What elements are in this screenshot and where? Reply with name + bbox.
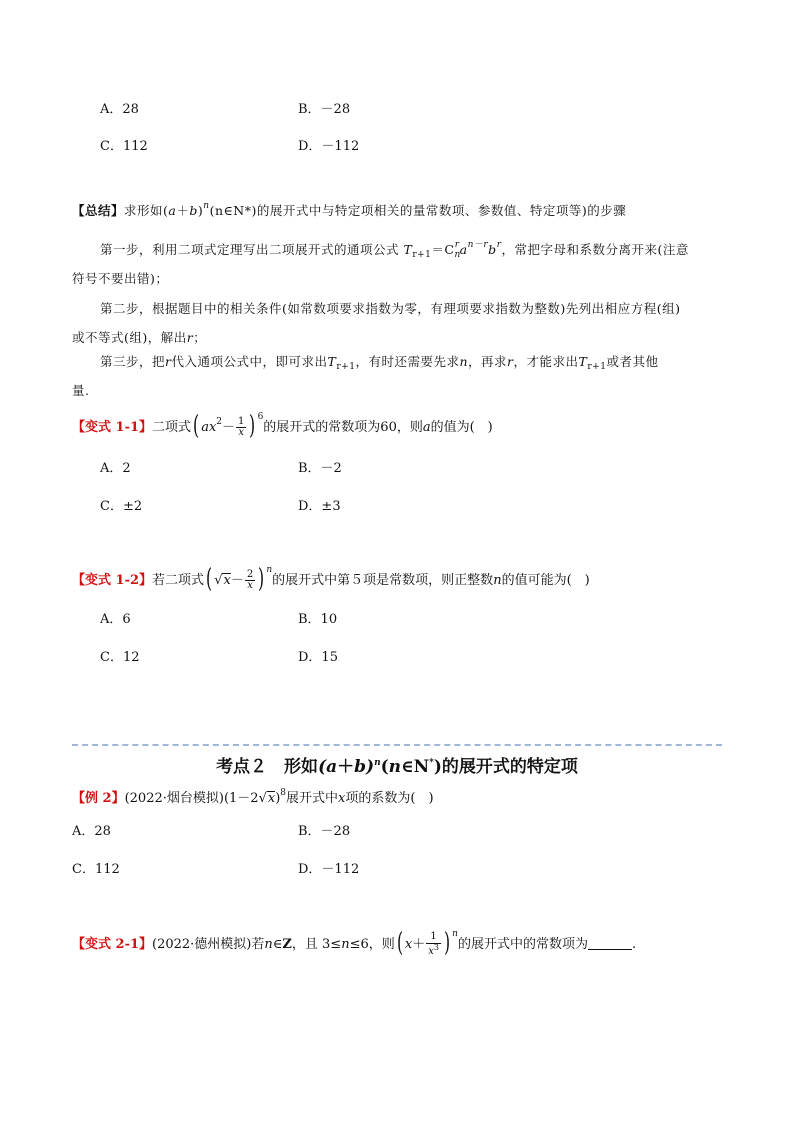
question-v1-1: 【变式 1-1】二项式( $ax^2-$ $\frac{1}{x}$ ) $^6$的展开式的常数项为60，则a的值为( ) [72, 410, 493, 441]
option-a: A．2 [100, 461, 131, 476]
summary-step1-cont: 符号不要出错)； [72, 271, 169, 286]
option-a: A．6 [100, 612, 131, 627]
summary-tag: 【总结】 [72, 203, 125, 218]
question-tag: 【变式 2-1】 [72, 937, 153, 952]
question-v1-2: 【变式 1-2】若二项式( √x－ $\frac{2}{x}$ ) $^n$的展开式中第５项是常数项，则正整数n的值可能为( ) [72, 563, 590, 594]
option-b: B．－28 [298, 102, 351, 117]
option-b: B．10 [298, 612, 338, 627]
option-d: D．－112 [298, 862, 360, 877]
answer-blank[interactable] [588, 936, 632, 950]
option-b: B．－2 [298, 461, 342, 476]
section-title: 考点２ 形如$(a+b)^n(n\in N^*)$的展开式的特定项 [216, 757, 578, 777]
summary-step3: 第三步，把r代入通项公式中，即可求出$T_{r+1}$，有时还需要先求n，再求r，才能求出$T_{r+1}$或者其他 [100, 354, 659, 372]
question-ex2: 【例 2】(2022·烟台模拟)$(1-2√x)^8$展开式中x项的系数为( ) [72, 788, 434, 806]
option-d: D．15 [298, 650, 338, 665]
summary-step2-cont: 或不等式(组)，解出r； [72, 330, 207, 345]
option-c: C．±2 [100, 499, 143, 514]
summary-step2: 第二步，根据题目中的相关条件(如常数项要求指数为零，有理项要求指数为整数)先列出相应方程(组) [100, 301, 681, 316]
option-c: C．112 [100, 139, 148, 154]
option-d: D．±3 [298, 499, 341, 514]
summary-step3-cont: 量. [72, 383, 90, 398]
option-b: B．－28 [298, 824, 351, 839]
question-tag: 【例 2】 [72, 791, 125, 806]
option-c: C．12 [100, 650, 140, 665]
option-a: A．28 [100, 102, 139, 117]
question-v2-1: 【变式 2-1】(2022·德州模拟)若n∈Z，且 3≤n≤6，则( x＋ $\frac{1}{x^3}$ ) $^n$的展开式中的常数项为 . [72, 927, 637, 958]
question-tag: 【变式 1-1】 [72, 420, 153, 435]
option-a: A．28 [72, 824, 111, 839]
option-d: D．－112 [298, 139, 360, 154]
summary-step1: 第一步，利用二项式定理写出二项展开式的通项公式 $T_{r+1}=C_n^ra^{n-r}b^r$，常把字母和系数分离开来(注意 [100, 240, 689, 260]
summary-heading: 【总结】求形如$(a+b)^n(n\in N*)$的展开式中与特定项相关的量常数项、参数值、特定项等)的步骤 [72, 201, 627, 218]
question-tag: 【变式 1-2】 [72, 573, 153, 588]
section-divider [72, 744, 722, 746]
option-c: C．112 [72, 862, 120, 877]
